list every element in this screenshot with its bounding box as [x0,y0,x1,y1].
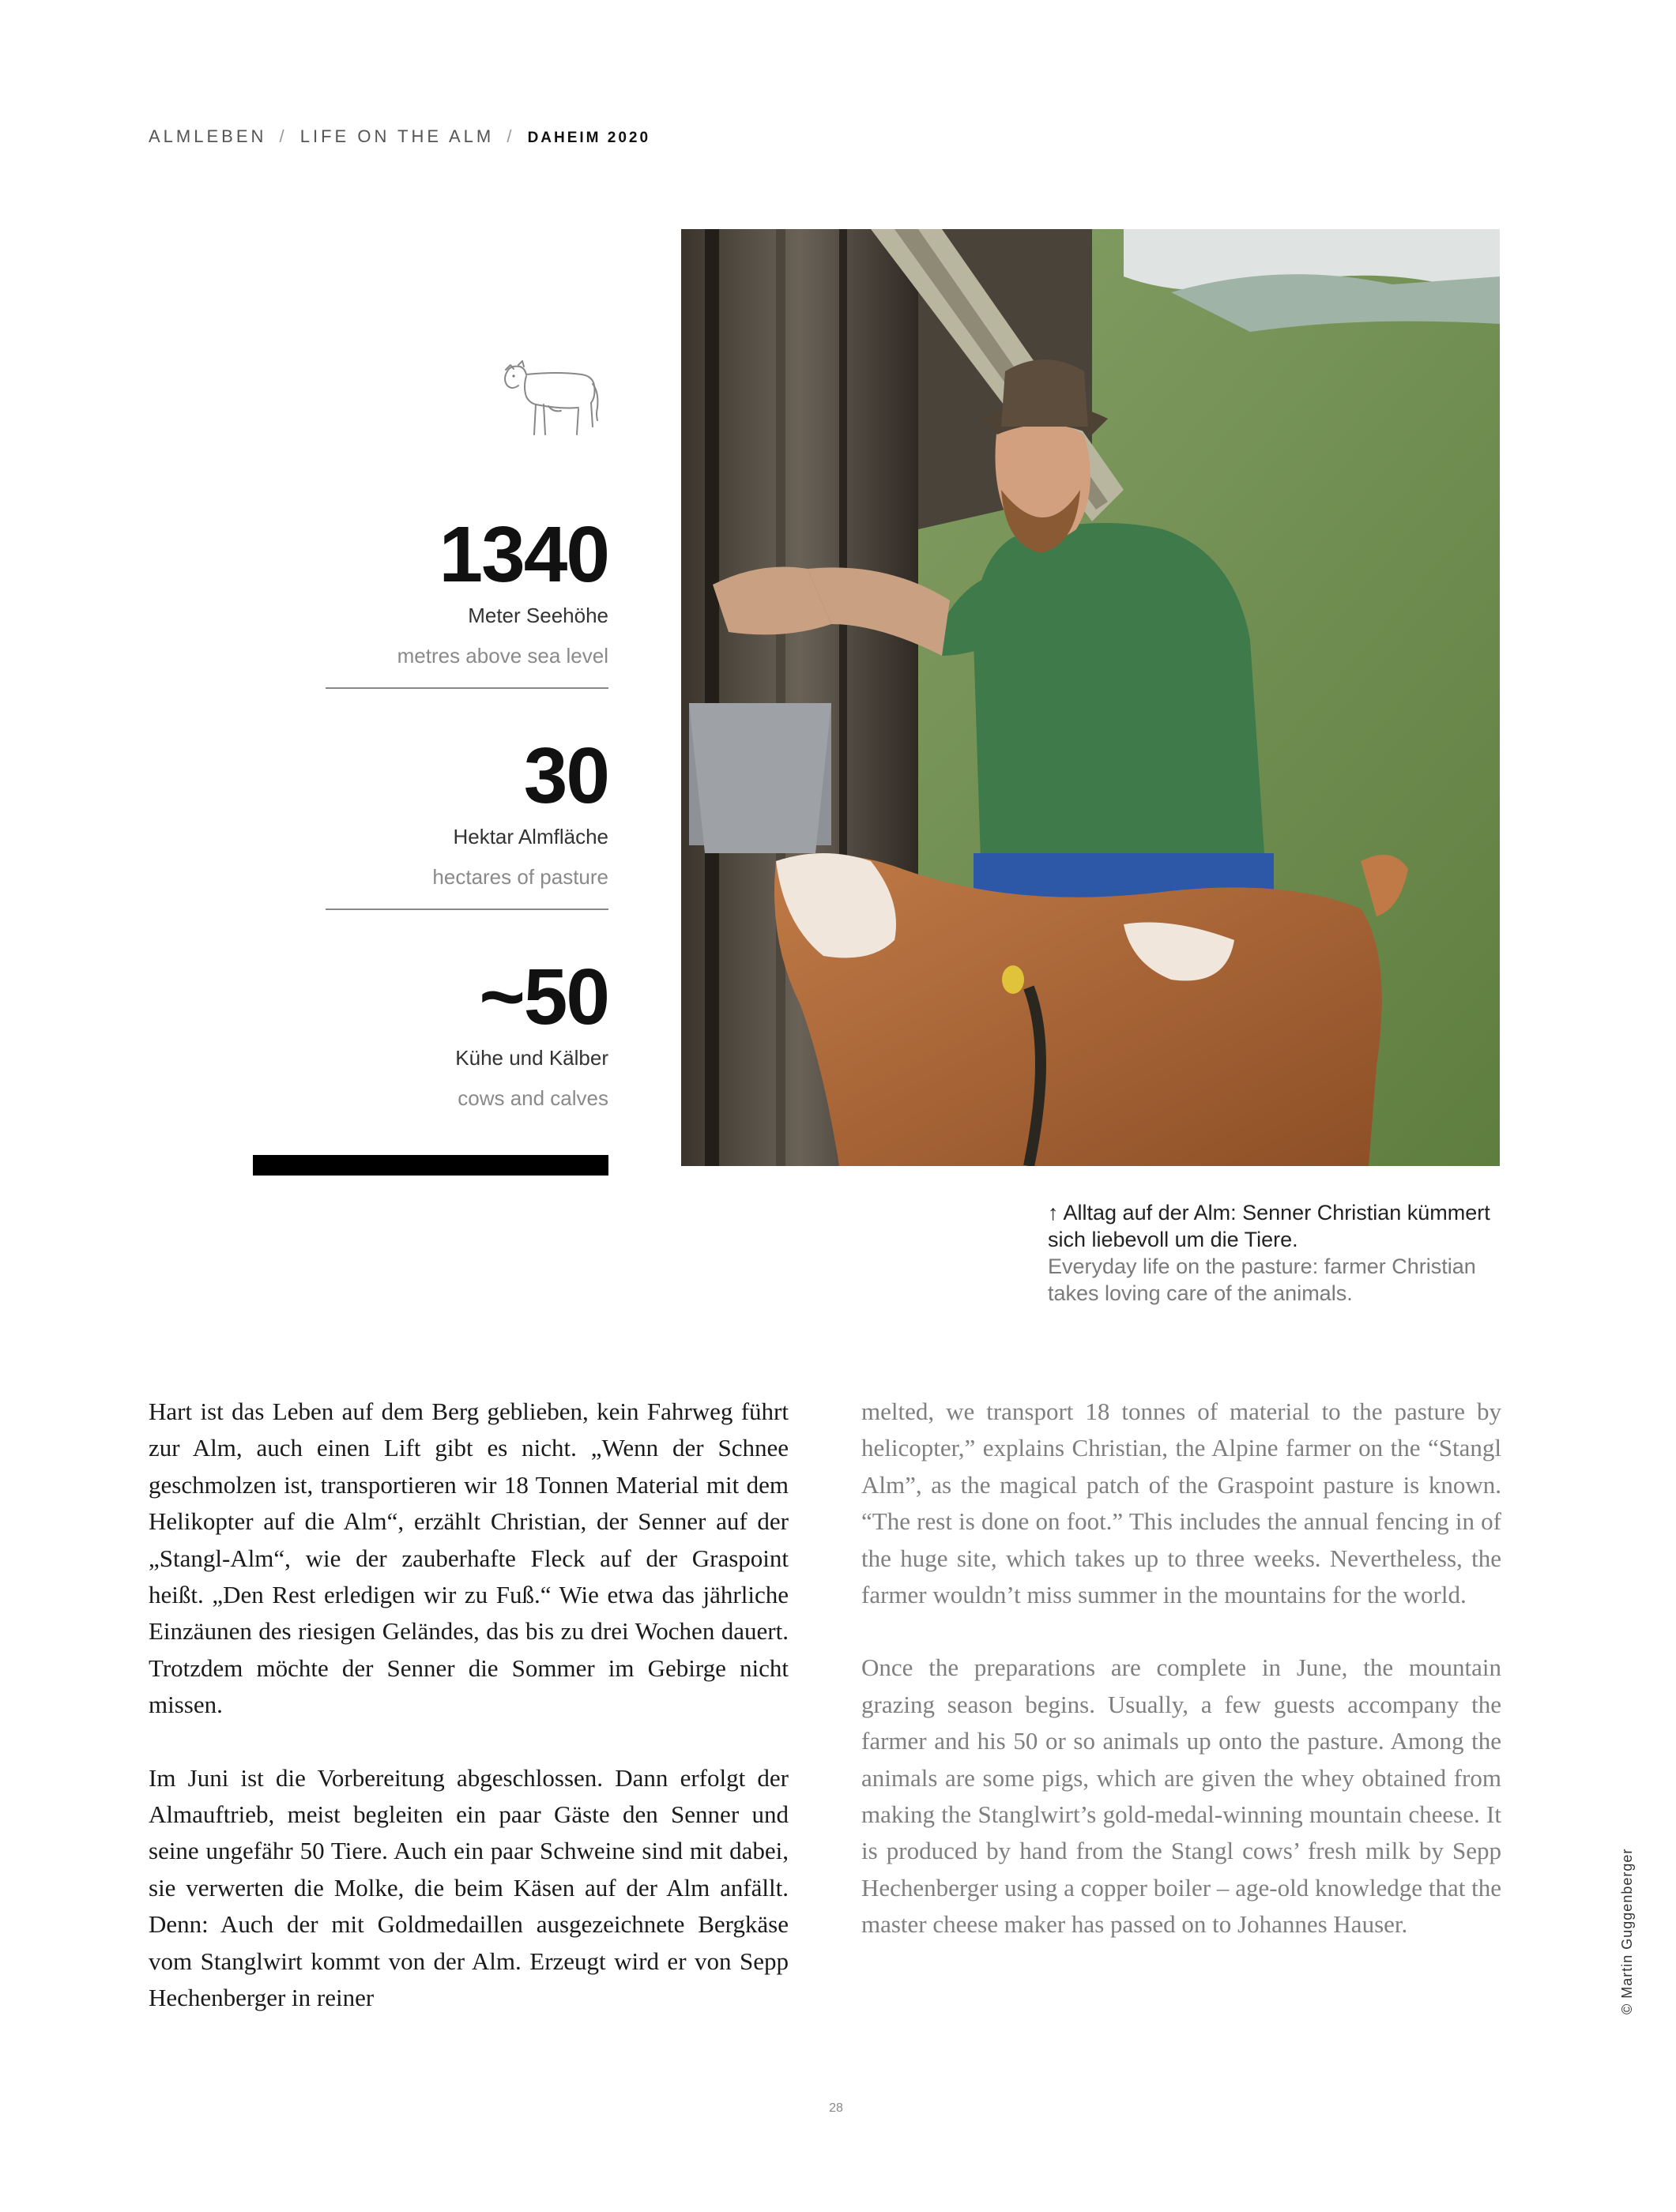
farmer-with-calf-photo [681,229,1500,1166]
caption-en: Everyday life on the pasture: farmer Christian takes loving care of the animals. [1048,1255,1476,1305]
stat-altitude [324,510,608,668]
page-number: 28 [829,2101,843,2115]
cow-icon [496,348,607,458]
paragraph: Once the preparations are complete in June, the mountain grazing season begins. Usually, a few guests accompany the farmer and his 50 or so animals up onto the pasture. Among the animals are some pigs, which are given the whey obtained from making the Stanglwirt’s gold-medal-winning mountain cheese. It is produced by hand from the Stangl cows’ fresh milk by Sepp Hechenberger using a copper boiler – age-old knowledge that the master cheese maker has passed on to Johannes Hauser. [861,1653,1501,1939]
stat-value: 30 [523,732,608,820]
header-separator: / [279,126,288,146]
arrow-up-icon: ↑ [1048,1201,1059,1224]
stat-label-de: Hektar Almfläche [453,825,608,848]
stat-label-de: Meter Seehöhe [468,604,608,627]
body-column-de [149,1394,789,2053]
stat-value: 1340 [439,510,608,599]
accent-bar [253,1155,608,1176]
stat-label-en: cows and calves [458,1086,608,1110]
divider [326,687,608,689]
stat-label-de: Kühe und Kälber [455,1046,608,1070]
stat-label-en: hectares of pasture [432,865,608,889]
paragraph: Im Juni ist die Vorbereitung abgeschlossen. Dann erfolgt der Almauftrieb, meist begleiten ein paar Gäste den Senner und seine ungefähr 50 Tiere. Auch ein paar Schweine sind mit dabei, sie verwerten die Molke, die beim Käsen auf der Alm anfällt. Denn: Auch der mit Goldmedaillen ausgezeichnete Bergkäse vom Stanglwirt kommt von der Alm. Erzeugt wird er von Sepp Hechenberger in reiner [149,1763,789,2012]
stat-value: ~50 [479,953,608,1041]
caption-de: Alltag auf der Alm: Senner Christian kümmert sich liebevoll um die Tiere. [1048,1201,1490,1251]
stat-animals [324,953,608,1111]
section-title-de: ALMLEBEN [149,126,267,146]
body-column-en [861,1394,1501,1980]
stat-area [324,732,608,890]
issue-label: DAHEIM 2020 [527,130,651,146]
header-separator: / [507,126,515,146]
divider [326,908,608,910]
paragraph: Hart ist das Leben auf dem Berg geblieben, kein Fahrweg führt zur Alm, auch einen Lift gibt es nicht. „Wenn der Schnee geschmolzen ist, transportieren wir 18 Tonnen Material mit dem Helikopter auf die Alm“, erzählt Christian, der Senner auf der „Stangl-Alm“, wie der zauberhafte Fleck auf der Graspoint heißt. „Den Rest erledigen wir zu Fuß.“ Wie etwa das jährliche Einzäunen des riesigen Geländes, das bis zu drei Wochen dauert. Trotzdem möchte der Senner die Sommer im Gebirge nicht missen. [149,1398,789,1719]
section-title-en: LIFE ON THE ALM [299,126,495,146]
paragraph: melted, we transport 18 tonnes of material to the pasture by helicopter,” explains Christian, the Alpine farmer on the “Stangl Alm”, as the magical patch of the Graspoint pasture is known. “The rest is done on foot.” This includes the annual fencing in of the huge site, which takes up to three weeks. Nevertheless, the farmer wouldn’t miss summer in the mountains for the world. [861,1398,1501,1609]
stat-label-en: metres above sea level [397,644,608,668]
running-header [149,126,650,147]
photo-caption [1048,1199,1522,1307]
photo-credit: © Martin Guggenberger [1619,1848,1635,2014]
